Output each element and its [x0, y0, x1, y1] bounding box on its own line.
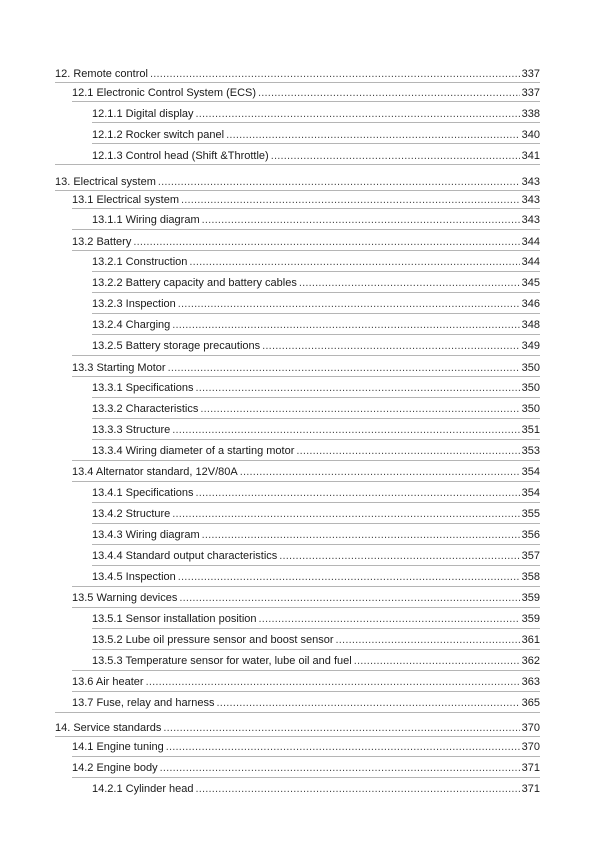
toc-divider — [92, 397, 540, 398]
toc-entry-label: 13.2.2 Battery capacity and battery cables — [92, 277, 297, 289]
toc-entry-page: 355 — [521, 508, 540, 520]
toc-leader-dots — [202, 529, 520, 542]
toc-entry-page: 346 — [521, 298, 540, 310]
toc-leader-dots — [262, 340, 519, 353]
toc-leader-dots — [200, 403, 519, 416]
toc-entry[interactable] — [72, 762, 540, 775]
toc-entry-page: 344 — [521, 236, 540, 248]
toc-leader-dots — [336, 634, 520, 647]
toc-entry-label: 13.1 Electrical system — [72, 194, 179, 206]
toc-entry[interactable] — [92, 783, 540, 796]
toc-leader-dots — [178, 298, 520, 311]
toc-entry-label: 13.3 Starting Motor — [72, 362, 166, 374]
toc-divider — [72, 355, 540, 356]
toc-entry-page: 354 — [521, 487, 540, 499]
toc-divider — [72, 229, 540, 230]
toc-divider — [55, 712, 540, 713]
toc-entry-label: 13.5 Warning devices — [72, 592, 178, 604]
toc-leader-dots — [216, 697, 519, 710]
toc-entry-label: 13.1.1 Wiring diagram — [92, 214, 200, 226]
toc-leader-dots — [259, 613, 520, 626]
toc-entry-page: 357 — [521, 550, 540, 562]
toc-divider — [92, 418, 540, 419]
toc-leader-dots — [172, 424, 519, 437]
toc-entry-page: 340 — [521, 129, 540, 141]
toc-entry[interactable] — [92, 319, 540, 332]
toc-entry-page: 343 — [521, 176, 540, 188]
toc-entry-page: 351 — [521, 424, 540, 436]
toc-leader-dots — [299, 277, 520, 290]
toc-entry[interactable] — [92, 655, 540, 668]
toc-entry-label: 12.1.1 Digital display — [92, 108, 194, 120]
toc-leader-dots — [166, 741, 520, 754]
toc-leader-dots — [133, 236, 519, 249]
toc-entry-label: 12.1.2 Rocker switch panel — [92, 129, 225, 141]
toc-entry-label: 13.3.3 Structure — [92, 424, 171, 436]
toc-entry-label: 12. Remote control — [55, 68, 148, 80]
toc-entry-page: 350 — [521, 403, 540, 415]
toc-entry-label: 13. Electrical system — [55, 176, 156, 188]
toc-divider — [55, 736, 540, 737]
toc-entry-page: 356 — [521, 529, 540, 541]
toc-leader-dots — [226, 129, 520, 142]
toc-divider — [55, 82, 540, 83]
toc-entry-label: 13.5.3 Temperature sensor for water, lube oil and fuel — [92, 655, 352, 667]
toc-entry-page: 337 — [521, 68, 540, 80]
toc-leader-dots — [196, 382, 520, 395]
toc-leader-dots — [271, 150, 520, 163]
toc-leader-dots — [146, 676, 520, 689]
toc-leader-dots — [158, 176, 520, 189]
toc-divider — [92, 544, 540, 545]
toc-entry-label: 13.4.5 Inspection — [92, 571, 176, 583]
toc-divider — [92, 439, 540, 440]
toc-entry[interactable] — [55, 68, 540, 81]
toc-entry-page: 353 — [521, 445, 540, 457]
toc-entry-label: 13.4.2 Structure — [92, 508, 171, 520]
toc-entry-page: 371 — [521, 762, 540, 774]
toc-entry-page: 359 — [521, 613, 540, 625]
toc-entry[interactable] — [92, 613, 540, 626]
toc-entry-page: 370 — [521, 722, 540, 734]
toc-divider — [55, 190, 540, 191]
toc-divider — [92, 565, 540, 566]
toc-entry-page: 362 — [521, 655, 540, 667]
toc-entry-page: 358 — [521, 571, 540, 583]
toc-entry[interactable] — [92, 529, 540, 542]
toc-entry[interactable] — [92, 445, 540, 458]
toc-entry[interactable] — [92, 150, 540, 163]
toc-entry[interactable] — [92, 487, 540, 500]
toc-entry[interactable] — [92, 340, 540, 353]
toc-divider — [72, 101, 540, 102]
toc-entry[interactable] — [92, 382, 540, 395]
toc-entry-label: 13.5.1 Sensor installation position — [92, 613, 257, 625]
toc-leader-dots — [296, 445, 519, 458]
toc-leader-dots — [179, 592, 519, 605]
toc-divider — [92, 628, 540, 629]
toc-entry-page: 350 — [521, 382, 540, 394]
toc-entry[interactable] — [92, 424, 540, 437]
toc-entry-label: 13.4.4 Standard output characteristics — [92, 550, 278, 562]
toc-divider — [72, 376, 540, 377]
toc-entry-label: 14.2.1 Cylinder head — [92, 783, 194, 795]
toc-leader-dots — [196, 108, 520, 121]
toc-entry-label: 13.2.4 Charging — [92, 319, 171, 331]
toc-leader-dots — [163, 722, 519, 735]
toc-entry-page: 343 — [521, 214, 540, 226]
toc-entry-label: 14.1 Engine tuning — [72, 741, 164, 753]
toc-entry-label: 13.4 Alternator standard, 12V/80A — [72, 466, 238, 478]
toc-divider — [92, 292, 540, 293]
toc-leader-dots — [172, 319, 519, 332]
toc-divider — [92, 649, 540, 650]
toc-leader-dots — [196, 783, 520, 796]
toc-entry-page: 361 — [521, 634, 540, 646]
toc-entry-label: 13.2.5 Battery storage precautions — [92, 340, 261, 352]
toc-leader-dots — [160, 762, 520, 775]
toc-divider — [72, 756, 540, 757]
toc-entry[interactable] — [72, 676, 540, 689]
toc-divider — [72, 777, 540, 778]
toc-entry-page: 343 — [521, 194, 540, 206]
toc-entry[interactable] — [72, 236, 540, 249]
toc-divider — [92, 523, 540, 524]
toc-entry-label: 14.2 Engine body — [72, 762, 158, 774]
toc-entry[interactable] — [72, 194, 540, 207]
toc-entry-page: 344 — [521, 256, 540, 268]
toc-entry-page: 338 — [521, 108, 540, 120]
toc-entry[interactable] — [92, 277, 540, 290]
toc-entry-label: 12.1 Electronic Control System (ECS) — [72, 87, 257, 99]
toc-entry[interactable] — [92, 403, 540, 416]
toc-divider — [72, 607, 540, 608]
toc-divider — [72, 250, 540, 251]
toc-leader-dots — [189, 256, 519, 269]
toc-entry[interactable] — [55, 176, 540, 189]
toc-divider — [72, 691, 540, 692]
toc-leader-dots — [150, 68, 520, 81]
toc-leader-dots — [196, 487, 520, 500]
toc-entry[interactable] — [92, 634, 540, 647]
toc-divider — [92, 334, 540, 335]
toc-entry[interactable] — [92, 508, 540, 521]
toc-entry[interactable] — [72, 592, 540, 605]
toc-entry[interactable] — [72, 362, 540, 375]
toc-leader-dots — [168, 362, 520, 375]
toc-entry-label: 13.4.3 Wiring diagram — [92, 529, 200, 541]
toc-entry-page: 348 — [521, 319, 540, 331]
toc-entry-label: 13.3.4 Wiring diameter of a starting motor — [92, 445, 295, 457]
toc-entry[interactable] — [92, 256, 540, 269]
toc-entry-page: 349 — [521, 340, 540, 352]
toc-leader-dots — [354, 655, 520, 668]
toc-entry-label: 13.6 Air heater — [72, 676, 144, 688]
toc-entry-page: 337 — [521, 87, 540, 99]
toc-entry-page: 359 — [521, 592, 540, 604]
toc-entry-label: 12.1.3 Control head (Shift &Throttle) — [92, 150, 269, 162]
toc-divider — [92, 271, 540, 272]
toc-leader-dots — [202, 214, 520, 227]
toc-entry-page: 363 — [521, 676, 540, 688]
toc-entry[interactable] — [92, 298, 540, 311]
toc-leader-dots — [240, 466, 520, 479]
toc-divider — [72, 670, 540, 671]
toc-divider — [72, 586, 540, 587]
toc-divider — [92, 502, 540, 503]
toc-entry[interactable] — [92, 550, 540, 563]
toc-entry-label: 13.5.2 Lube oil pressure sensor and boost sensor — [92, 634, 334, 646]
toc-entry-page: 345 — [521, 277, 540, 289]
toc-divider — [72, 481, 540, 482]
toc-entry-page: 341 — [521, 150, 540, 162]
toc-leader-dots — [181, 194, 520, 207]
toc-entry-label: 13.7 Fuse, relay and harness — [72, 697, 215, 709]
toc-entry[interactable] — [92, 108, 540, 121]
toc-entry-page: 365 — [521, 697, 540, 709]
toc-entry-page: 370 — [521, 741, 540, 753]
toc-entry[interactable] — [72, 466, 540, 479]
toc-entry[interactable] — [72, 741, 540, 754]
toc-entry[interactable] — [72, 87, 540, 100]
toc-entry-label: 13.2.3 Inspection — [92, 298, 176, 310]
toc-entry-page: 371 — [521, 783, 540, 795]
toc-leader-dots — [279, 550, 519, 563]
toc-entry-label: 13.3.2 Characteristics — [92, 403, 199, 415]
toc-entry[interactable] — [92, 571, 540, 584]
toc-entry-page: 350 — [521, 362, 540, 374]
toc-divider — [72, 208, 540, 209]
toc-leader-dots — [258, 87, 520, 100]
toc-divider — [92, 143, 540, 144]
toc-entry[interactable] — [72, 697, 540, 710]
toc-entry-label: 13.2.1 Construction — [92, 256, 188, 268]
toc-entry[interactable] — [55, 722, 540, 735]
toc-divider — [92, 122, 540, 123]
toc-divider — [72, 460, 540, 461]
toc-entry-page: 354 — [521, 466, 540, 478]
toc-entry[interactable] — [92, 129, 540, 142]
toc-divider — [92, 313, 540, 314]
toc-entry-label: 14. Service standards — [55, 722, 162, 734]
toc-leader-dots — [172, 508, 519, 521]
toc-leader-dots — [178, 571, 520, 584]
toc-entry[interactable] — [92, 214, 540, 227]
toc-entry-label: 13.4.1 Specifications — [92, 487, 194, 499]
toc-divider — [55, 164, 540, 165]
toc-entry-label: 13.2 Battery — [72, 236, 132, 248]
toc-entry-label: 13.3.1 Specifications — [92, 382, 194, 394]
